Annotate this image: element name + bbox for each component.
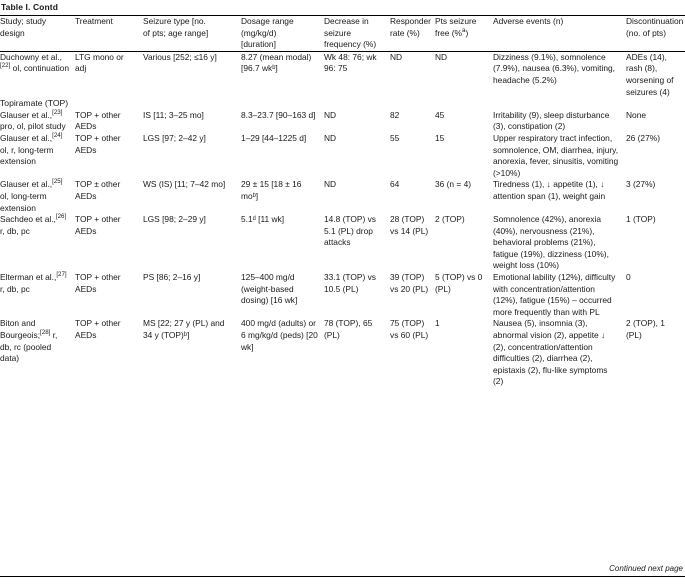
cell-discontinuation: 3 (27%) xyxy=(626,179,656,190)
cell-seizure-type: WS (IS) [11; 7–42 mo] xyxy=(143,179,226,190)
cell-responder-rate: 55 xyxy=(390,132,400,143)
cell-seizure-type: LGS [97; 2–42 y] xyxy=(143,132,206,143)
table-footer xyxy=(0,548,685,577)
cell-decrease: 14.8 (TOP) vs 5.1 (PL) drop attacks xyxy=(324,214,376,248)
cell-responder-rate: 75 (TOP) vs 60 (PL) xyxy=(390,318,429,341)
col-header-adverse-events: Adverse events (n) xyxy=(493,16,564,26)
cell-discontinuation: 1 (TOP) xyxy=(626,214,656,225)
cell-treatment: TOP + other AEDs xyxy=(75,272,121,294)
cell-dosage: 1–29 [44–1225 d] xyxy=(241,132,307,143)
cell-decrease: ND xyxy=(324,179,337,190)
cell-dosage: 400 mg/d (adults) or 6 mg/kg/d (peds) [20 wk] xyxy=(241,318,318,352)
study-name: Glauser et al., xyxy=(0,179,53,190)
cell-dosage: 125–400 mg/d (weight-based dosing) [16 wk] xyxy=(241,272,298,306)
cell-discontinuation: ADEs (14), rash (8), worsening of seizures (4) xyxy=(626,51,674,97)
cell-study xyxy=(0,318,75,388)
cell-seizure-type: LGS [98; 2–29 y] xyxy=(143,214,206,225)
study-design: ol, r, long-term extension xyxy=(0,144,54,167)
study-reference: [27] xyxy=(56,271,67,279)
cell-adverse-events: Upper respiratory tract infection, somnolence, OM, diarrhea, injury, anorexia, fever, sinusitis, vomiting (>10%) xyxy=(493,132,619,178)
table-header xyxy=(0,16,685,51)
table-caption-text: Contd xyxy=(32,2,58,12)
cell-seizure-type: IS [11; 3–25 mo] xyxy=(143,109,204,120)
table-body xyxy=(0,52,685,388)
cell-treatment: LTG mono or adj xyxy=(75,51,124,74)
table-row xyxy=(0,179,685,214)
cell-discontinuation: 0 xyxy=(626,272,631,283)
cell-responder-rate: 64 xyxy=(390,179,400,190)
table-row xyxy=(0,52,685,98)
cell-study xyxy=(0,110,75,133)
cell-study xyxy=(0,179,75,214)
cell-discontinuation: None xyxy=(626,109,647,120)
cell-adverse-events: Dizziness (9.1%), somnolence (7.9%), nausea (6.3%), vomiting, headache (5.2%) xyxy=(493,51,615,85)
cell-seizure-type: PS [86; 2–16 y] xyxy=(143,272,201,283)
cell-study xyxy=(0,214,75,272)
col-header-study: Study; study design xyxy=(0,16,47,38)
table-row xyxy=(0,318,685,388)
cell-decrease: 33.1 (TOP) vs 10.5 (PL) xyxy=(324,272,376,294)
cell-seizure-free: 2 (TOP) xyxy=(435,214,465,225)
cell-seizure-free: 45 xyxy=(435,109,445,120)
study-reference: [23] xyxy=(52,108,63,116)
cell-dosage: 5.1ᵈ [11 wk] xyxy=(241,214,285,225)
col-header-seizure-type: Seizure type [no. of pts; age range] xyxy=(143,16,209,38)
cell-treatment: TOP + other AEDs xyxy=(75,318,121,341)
table-caption-label: Table I. xyxy=(1,2,31,12)
study-reference: [26] xyxy=(55,213,67,221)
col-header-discontinuation: Discontinuation (no. of pts) xyxy=(626,16,684,38)
cell-responder-rate: 39 (TOP) vs 20 (PL) xyxy=(390,272,429,294)
study-name: Elterman et al., xyxy=(0,272,57,283)
table-row xyxy=(0,214,685,272)
cell-study xyxy=(0,52,75,98)
study-name: Glauser et al., xyxy=(0,132,53,143)
studies-table-body xyxy=(0,52,685,388)
cell-adverse-events: Tiredness (1), ↓ appetite (1), ↓ attention span (1), weight gain xyxy=(493,179,606,201)
study-design: r, db, pc xyxy=(0,225,30,236)
cell-decrease: ND xyxy=(324,132,337,143)
header-row xyxy=(0,16,685,51)
col-header-decrease: Decrease in seizure frequency (%) xyxy=(324,16,377,50)
section-title: Topiramate (TOP) xyxy=(0,98,69,109)
cell-treatment: TOP ± other AEDs xyxy=(75,179,121,201)
table-section-row xyxy=(0,98,685,110)
study-design: ol, continuation xyxy=(10,63,69,74)
cell-seizure-free: 1 xyxy=(435,318,440,329)
studies-table xyxy=(0,16,685,51)
table-caption xyxy=(0,0,685,15)
col-header-dosage-range: Dosage range (mg/kg/d) [duration] xyxy=(241,16,294,50)
table-row xyxy=(0,110,685,133)
cell-treatment: TOP + other AEDs xyxy=(75,214,121,236)
cell-seizure-free: 36 (n = 4) xyxy=(435,179,472,190)
cell-decrease: 78 (TOP), 65 (PL) xyxy=(324,318,373,341)
cell-seizure-free: 15 xyxy=(435,132,445,143)
cell-responder-rate: 82 xyxy=(390,109,400,120)
cell-adverse-events: Emotional lability (12%), difficulty with concentration/attention (12%), fatigue (15%) – occurred more frequently than with PL xyxy=(493,272,616,317)
col-header-seizure-free: Pts seizure free (%$^a$) xyxy=(435,16,477,38)
cell-responder-rate: ND xyxy=(390,51,403,62)
cell-seizure-type: Various [252; ≤16 y] xyxy=(143,51,217,62)
study-name: Glauser et al., xyxy=(0,109,53,120)
study-reference: [24] xyxy=(52,132,63,140)
col-header-seizure-free-unit: free (%$^a$) xyxy=(435,26,469,38)
cell-seizure-free: 5 (TOP) vs 0 (PL) xyxy=(435,272,483,294)
study-reference: [25] xyxy=(52,178,63,186)
cell-decrease: Wk 48: 76; wk 96: 75 xyxy=(324,51,377,74)
col-header-treatment: Treatment xyxy=(75,16,113,26)
study-reference: [28] xyxy=(40,329,51,337)
cell-discontinuation: 2 (TOP), 1 (PL) xyxy=(626,318,665,341)
cell-treatment: TOP + other AEDs xyxy=(75,109,121,132)
study-name: Duchowny et al., xyxy=(0,51,62,62)
cell-seizure-free: ND xyxy=(435,51,448,62)
study-design: pro, ol, pilot study xyxy=(0,121,66,132)
cell-seizure-type: MS [22; 27 y (PL) and 34 y (TOP)ᵇ] xyxy=(143,318,225,341)
table-bottom-rule xyxy=(0,576,685,577)
continued-next-page-note: Continued next page xyxy=(609,564,683,573)
study-design: r, db, pc xyxy=(0,283,30,294)
col-header-responder-rate: Responder rate (%) xyxy=(390,16,431,38)
table-row xyxy=(0,272,685,318)
footnote-marker-a: a xyxy=(462,26,466,34)
study-name: Sachdeo et al., xyxy=(0,214,56,225)
cell-decrease: ND xyxy=(324,109,337,120)
study-design: ol, long-term extension xyxy=(0,190,47,213)
cell-adverse-events: Nausea (5), insomnia (3), abnormal vision (2), appetite ↓ (2), concentration/attention difficulties (2), diarrhea (2), epistaxis (2), flu-like symptoms (2) xyxy=(493,318,608,387)
cell-dosage: 8.27 (mean modal) [96.7 wkᵇ] xyxy=(241,51,312,74)
study-design: r, db, rc (pooled data) xyxy=(0,330,58,364)
cell-treatment: TOP + other AEDs xyxy=(75,132,121,155)
cell-discontinuation: 26 (27%) xyxy=(626,132,660,143)
cell-dosage: 29 ± 15 [18 ± 16 moᵇ] xyxy=(241,179,302,201)
cell-adverse-events: Irritability (9), sleep disturbance (3), constipation (2) xyxy=(493,109,610,132)
cell-responder-rate: 28 (TOP) vs 14 (PL) xyxy=(390,214,429,236)
cell-dosage: 8.3–23.7 [90–163 d] xyxy=(241,109,316,120)
study-reference: [22] xyxy=(0,62,11,70)
table-row xyxy=(0,133,685,179)
cell-study xyxy=(0,272,75,318)
study-name: Biton and Bourgeois; xyxy=(0,318,41,341)
cell-adverse-events: Somnolence (42%), anorexia (40%), nervousness (21%), behavioral problems (21%), fatigue (19%), dizziness (10%), weight loss (10%) xyxy=(493,214,609,271)
cell-study xyxy=(0,133,75,179)
